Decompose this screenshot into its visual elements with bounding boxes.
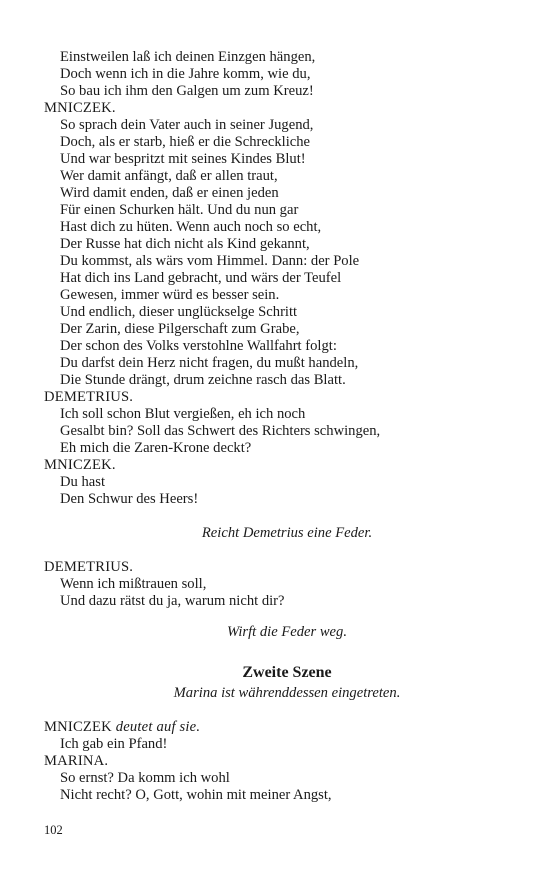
verse-line: Den Schwur des Heers! <box>60 491 199 507</box>
verse-line: Ich soll schon Blut vergießen, eh ich noch <box>60 406 306 422</box>
verse-line: Und dazu rätst du ja, warum nicht dir? <box>60 593 285 609</box>
verse-line: Und endlich, dieser unglückselge Schritt <box>60 304 298 320</box>
scene-heading: Zweite Szene <box>242 664 332 681</box>
stage-direction: Reicht Demetrius eine Feder. <box>201 525 373 541</box>
stage-direction: Wirft die Feder weg. <box>227 624 347 640</box>
verse-line: Hast dich zu hüten. Wenn auch noch so echt, <box>60 219 322 235</box>
speaker-name: DEMETRIUS. <box>44 389 134 405</box>
verse-line: Du darfst dein Herz nicht fragen, du mußt handeln, <box>60 355 359 371</box>
verse-line: Die Stunde drängt, drum zeichne rasch das Blatt. <box>60 372 346 388</box>
verse-line: Doch wenn ich in die Jahre komm, wie du, <box>60 66 311 82</box>
speaker-name: DEMETRIUS. <box>44 559 134 575</box>
verse-line: Doch, als er starb, hieß er die Schreckliche <box>60 134 311 150</box>
verse-line: Der Russe hat dich nicht als Kind gekannt, <box>60 236 310 252</box>
verse-line: Der schon des Volks verstohlne Wallfahrt folgt: <box>60 338 337 354</box>
verse-line: Der Zarin, diese Pilgerschaft zum Grabe, <box>60 321 300 337</box>
speaker-with-direction <box>44 719 514 736</box>
verse-line: Gesalbt bin? Soll das Schwert des Richters schwingen, <box>60 423 381 439</box>
verse-line: Für einen Schurken hält. Und du nun gar <box>60 202 299 218</box>
verse-line: Nicht recht? O, Gott, wohin mit meiner Angst, <box>60 787 332 803</box>
speaker-direction: deutet auf sie. <box>115 719 201 735</box>
verse-line: So ernst? Da komm ich wohl <box>60 770 230 786</box>
verse-line: Du hast <box>60 474 105 490</box>
drama-text <box>44 49 514 804</box>
spacer <box>44 610 514 624</box>
verse-line: Wenn ich mißtrauen soll, <box>60 576 207 592</box>
verse-line: Hat dich ins Land gebracht, und wärs der Teufel <box>60 270 342 286</box>
speaker-name: MNICZEK <box>44 719 112 735</box>
verse-line: Ich gab ein Pfand! <box>60 736 168 752</box>
spacer <box>44 641 514 664</box>
verse-line: Wird damit enden, daß er einen jeden <box>60 185 279 201</box>
verse-line: Wer damit anfängt, daß er allen traut, <box>60 168 278 184</box>
verse-line: Einstweilen laß ich deinen Einzgen hängen, <box>60 49 316 65</box>
verse-line: Eh mich die Zaren-Krone deckt? <box>60 440 252 456</box>
speaker-name: MNICZEK. <box>44 100 116 116</box>
scene-direction: Marina ist währenddessen eingetreten. <box>173 685 401 701</box>
verse-line: Du kommst, als wärs vom Himmel. Dann: der Pole <box>60 253 360 269</box>
spacer <box>44 508 514 525</box>
verse-line: Gewesen, immer würd es besser sein. <box>60 287 280 303</box>
verse-line: Und war bespritzt mit seines Kindes Blut! <box>60 151 306 167</box>
spacer <box>44 702 514 719</box>
verse-line: So bau ich ihm den Galgen um zum Kreuz! <box>60 83 314 99</box>
verse-line: So sprach dein Vater auch in seiner Jugend, <box>60 117 314 133</box>
speaker-name: MNICZEK. <box>44 457 116 473</box>
speaker-name: MARINA. <box>44 753 109 769</box>
spacer <box>44 542 514 559</box>
page-number: 102 <box>44 823 63 837</box>
